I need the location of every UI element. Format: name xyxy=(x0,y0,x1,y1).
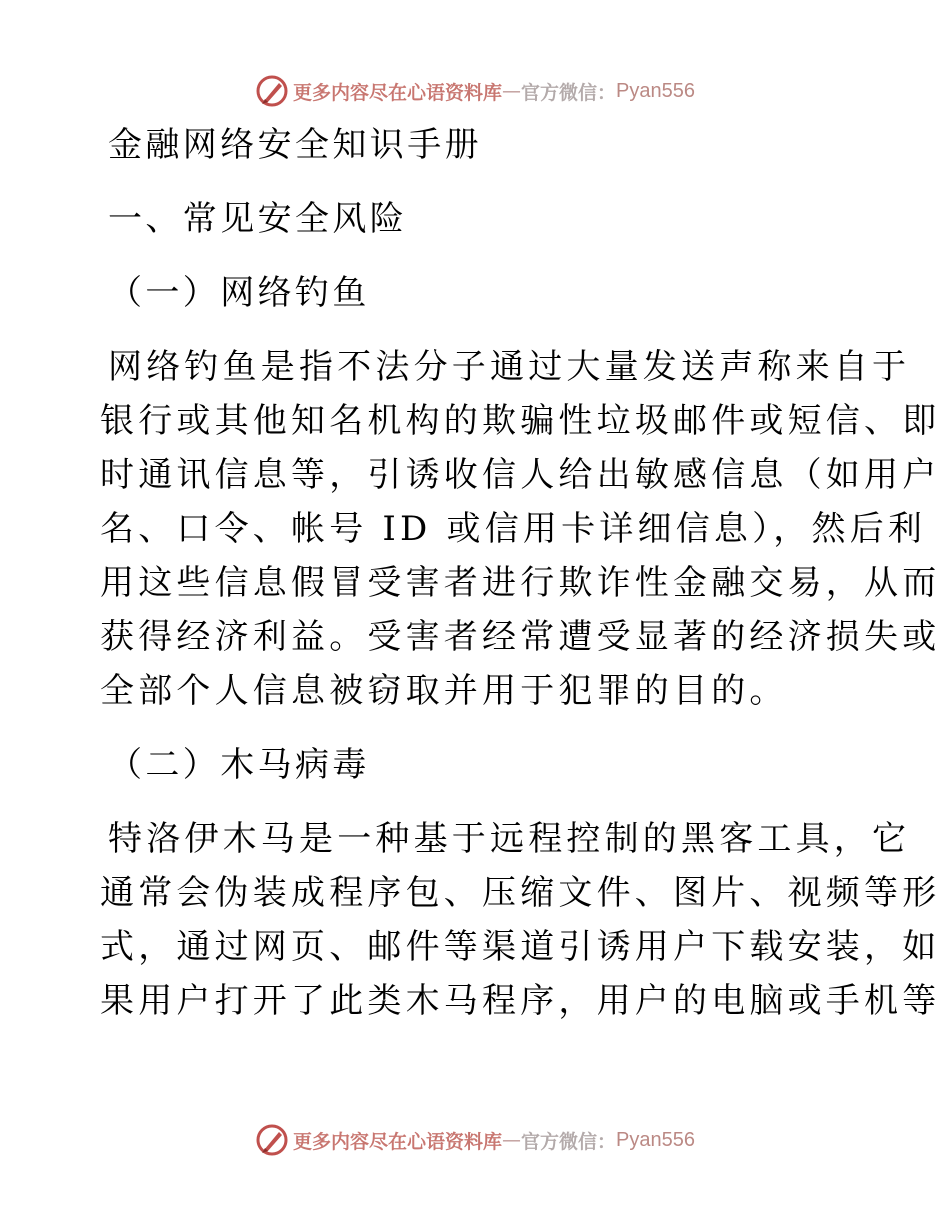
wechat-id: Pyan556 xyxy=(616,79,695,102)
paragraph-trojan xyxy=(100,812,941,1028)
subsection-heading: （二）木马病毒 xyxy=(108,745,370,785)
paragraph-line: 名、口令、帐号 ID 或信用卡详细信息），然后利 xyxy=(100,509,927,549)
wechat-label: 官方微信： xyxy=(521,81,617,104)
paragraph-line: 网络钓鱼是指不法分子通过大量发送声称来自于 xyxy=(108,347,911,387)
subsection-heading: （一）网络钓鱼 xyxy=(108,273,370,313)
banner-text: 更多内容尽在心语资料库 xyxy=(293,1130,503,1153)
header-banner xyxy=(0,71,950,111)
paragraph-line: 果用户打开了此类木马程序，用户的电脑或手机等 xyxy=(100,981,941,1021)
banner-text: 更多内容尽在心语资料库 xyxy=(293,81,503,104)
banner-dash: — xyxy=(502,1129,522,1151)
paragraph-line: 通常会伪装成程序包、压缩文件、图片、视频等形 xyxy=(100,873,941,913)
paragraph-phishing xyxy=(100,340,941,718)
document-body xyxy=(100,118,941,1048)
wechat-label: 官方微信： xyxy=(521,1130,617,1153)
paragraph-line: 全部个人信息被窃取并用于犯罪的目的。 xyxy=(100,671,788,711)
wechat-id: Pyan556 xyxy=(616,1128,695,1151)
paragraph-line: 时通讯信息等，引诱收信人给出敏感信息（如用户 xyxy=(100,455,941,495)
paragraph-line: 用这些信息假冒受害者进行欺诈性金融交易，从而 xyxy=(100,563,941,603)
quill-logo-icon xyxy=(255,1123,289,1157)
footer-banner xyxy=(0,1120,950,1160)
quill-logo-icon xyxy=(255,74,289,108)
paragraph-line: 获得经济利益。受害者经常遭受显著的经济损失或 xyxy=(100,617,941,657)
paragraph-line: 银行或其他知名机构的欺骗性垃圾邮件或短信、即 xyxy=(100,401,941,441)
paragraph-line: 式，通过网页、邮件等渠道引诱用户下载安装，如 xyxy=(100,927,941,967)
document-title: 金融网络安全知识手册 xyxy=(108,125,482,165)
section-heading: 一、常见安全风险 xyxy=(108,199,408,239)
paragraph-line: 特洛伊木马是一种基于远程控制的黑客工具，它 xyxy=(108,819,911,859)
banner-dash: — xyxy=(502,80,522,102)
